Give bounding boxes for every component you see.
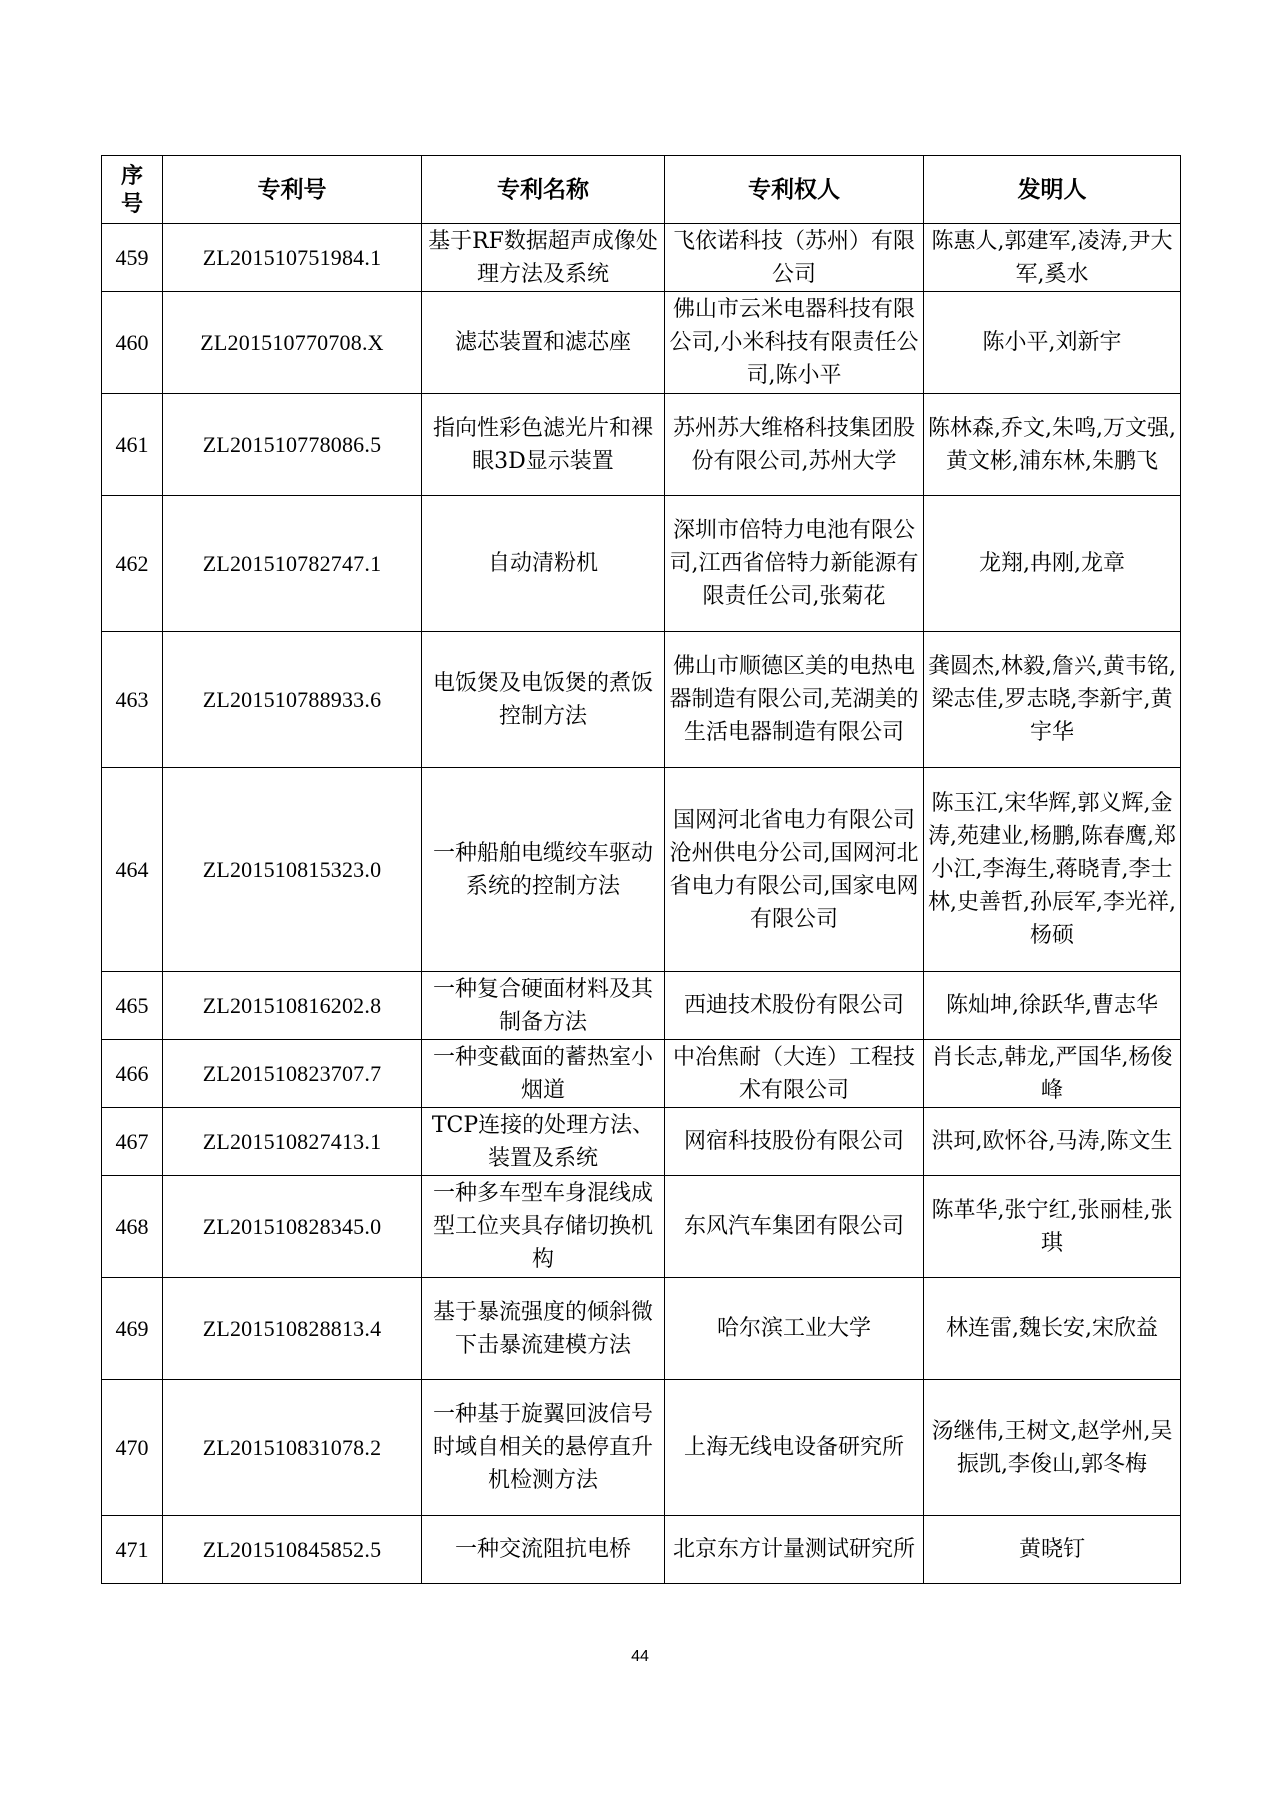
patentee-cell: 佛山市云米电器科技有限公司,小米科技有限责任公司,陈小平 [665,292,924,394]
seq-cell: 464 [102,768,163,972]
table-row [102,1380,1181,1516]
inventors-cell: 陈小平,刘新宇 [924,292,1181,394]
table-row [102,768,1181,972]
patentee-cell: 佛山市顺德区美的电热电器制造有限公司,芜湖美的生活电器制造有限公司 [665,632,924,768]
patentee-cell: 西迪技术股份有限公司 [665,972,924,1040]
patent-no-cell: ZL201510770708.X [163,292,422,394]
inventors-cell: 洪珂,欧怀谷,马涛,陈文生 [924,1108,1181,1176]
title-cell: 指向性彩色滤光片和裸眼3D显示装置 [422,394,665,496]
seq-cell: 459 [102,224,163,292]
inventors-cell: 陈玉江,宋华辉,郭义辉,金涛,苑建业,杨鹏,陈春鹰,郑小江,李海生,蒋晓青,李士林,史善哲,孙辰军,李光祥,杨硕 [924,768,1181,972]
inventors-cell: 汤继伟,王树文,赵学州,吴振凯,李俊山,郭冬梅 [924,1380,1181,1516]
title-cell: 一种基于旋翼回波信号时域自相关的悬停直升机检测方法 [422,1380,665,1516]
inventors-cell: 陈惠人,郭建军,凌涛,尹大军,奚水 [924,224,1181,292]
header-title: 专利名称 [422,156,665,224]
table-row [102,394,1181,496]
patentee-cell: 上海无线电设备研究所 [665,1380,924,1516]
header-patentee: 专利权人 [665,156,924,224]
seq-cell: 467 [102,1108,163,1176]
patentee-cell: 东风汽车集团有限公司 [665,1176,924,1278]
patent-no-cell: ZL201510816202.8 [163,972,422,1040]
table-row [102,224,1181,292]
header-row [102,156,1181,224]
patent-no-cell: ZL201510828345.0 [163,1176,422,1278]
patentee-cell: 哈尔滨工业大学 [665,1278,924,1380]
patent-no-cell: ZL201510788933.6 [163,632,422,768]
table-row [102,1278,1181,1380]
seq-cell: 465 [102,972,163,1040]
patent-table [101,155,1181,1584]
patentee-cell: 网宿科技股份有限公司 [665,1108,924,1176]
patentee-cell: 北京东方计量测试研究所 [665,1516,924,1584]
table-row [102,972,1181,1040]
title-cell: TCP连接的处理方法、装置及系统 [422,1108,665,1176]
inventors-cell: 陈林森,乔文,朱鸣,万文强,黄文彬,浦东林,朱鹏飞 [924,394,1181,496]
seq-cell: 463 [102,632,163,768]
table-row [102,1516,1181,1584]
patent-no-cell: ZL201510823707.7 [163,1040,422,1108]
patentee-cell: 深圳市倍特力电池有限公司,江西省倍特力新能源有限责任公司,张菊花 [665,496,924,632]
patent-no-cell: ZL201510751984.1 [163,224,422,292]
seq-cell: 466 [102,1040,163,1108]
patent-no-cell: ZL201510827413.1 [163,1108,422,1176]
seq-cell: 462 [102,496,163,632]
table-row [102,632,1181,768]
title-cell: 一种多车型车身混线成型工位夹具存储切换机构 [422,1176,665,1278]
patentee-cell: 苏州苏大维格科技集团股份有限公司,苏州大学 [665,394,924,496]
seq-cell: 468 [102,1176,163,1278]
inventors-cell: 陈灿坤,徐跃华,曹志华 [924,972,1181,1040]
seq-cell: 469 [102,1278,163,1380]
page-number: 44 [631,1648,649,1665]
inventors-cell: 陈革华,张宁红,张丽桂,张琪 [924,1176,1181,1278]
patent-no-cell: ZL201510815323.0 [163,768,422,972]
inventors-cell: 肖长志,韩龙,严国华,杨俊峰 [924,1040,1181,1108]
table-row [102,1108,1181,1176]
header-patent-no: 专利号 [163,156,422,224]
patent-no-cell: ZL201510782747.1 [163,496,422,632]
patent-no-cell: ZL201510831078.2 [163,1380,422,1516]
patent-no-cell: ZL201510778086.5 [163,394,422,496]
seq-cell: 471 [102,1516,163,1584]
seq-cell: 461 [102,394,163,496]
title-cell: 一种交流阻抗电桥 [422,1516,665,1584]
patentee-cell: 飞依诺科技（苏州）有限公司 [665,224,924,292]
header-inventors: 发明人 [924,156,1181,224]
inventors-cell: 龚圆杰,林毅,詹兴,黄韦铭,梁志佳,罗志晓,李新宇,黄宇华 [924,632,1181,768]
title-cell: 自动清粉机 [422,496,665,632]
title-cell: 一种变截面的蓄热室小烟道 [422,1040,665,1108]
title-cell: 电饭煲及电饭煲的煮饭控制方法 [422,632,665,768]
title-cell: 一种复合硬面材料及其制备方法 [422,972,665,1040]
seq-cell: 460 [102,292,163,394]
table-row [102,292,1181,394]
table-row [102,496,1181,632]
seq-cell: 470 [102,1380,163,1516]
inventors-cell: 黄晓钉 [924,1516,1181,1584]
table-row [102,1040,1181,1108]
header-seq: 序号 [102,156,163,224]
title-cell: 滤芯装置和滤芯座 [422,292,665,394]
inventors-cell: 龙翔,冉刚,龙章 [924,496,1181,632]
patent-no-cell: ZL201510828813.4 [163,1278,422,1380]
patentee-cell: 国网河北省电力有限公司沧州供电分公司,国网河北省电力有限公司,国家电网有限公司 [665,768,924,972]
patent-no-cell: ZL201510845852.5 [163,1516,422,1584]
title-cell: 一种船舶电缆绞车驱动系统的控制方法 [422,768,665,972]
patentee-cell: 中冶焦耐（大连）工程技术有限公司 [665,1040,924,1108]
title-cell: 基于暴流强度的倾斜微下击暴流建模方法 [422,1278,665,1380]
title-cell: 基于RF数据超声成像处理方法及系统 [422,224,665,292]
table-row [102,1176,1181,1278]
inventors-cell: 林连雷,魏长安,宋欣益 [924,1278,1181,1380]
